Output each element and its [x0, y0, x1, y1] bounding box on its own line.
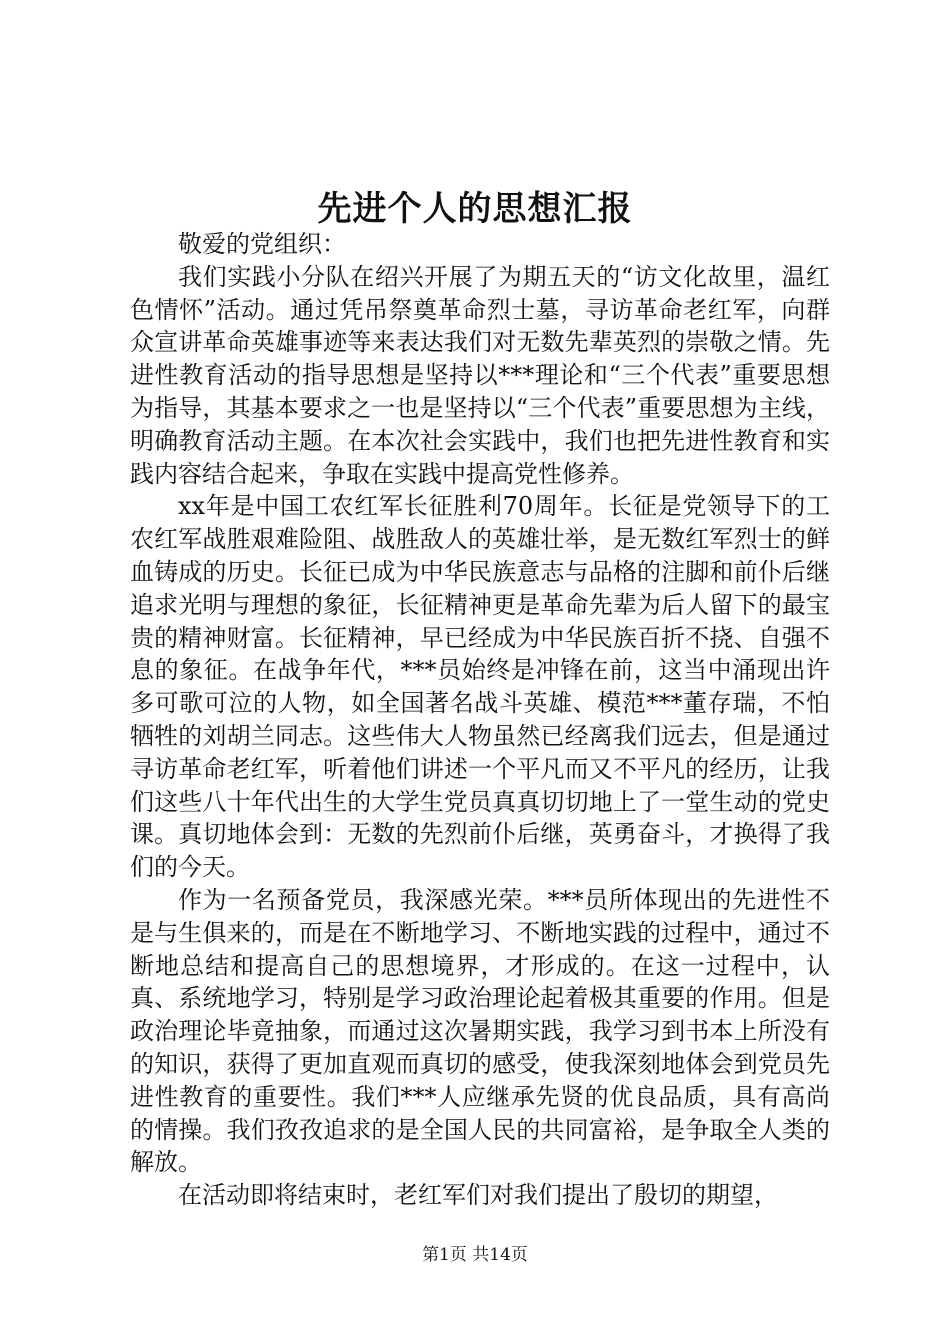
page-footer: 第1页 共14页: [422, 1245, 528, 1265]
document-body: [130, 228, 830, 1212]
document-title: 先进个人的思想汇报: [317, 189, 633, 229]
paragraph-3: 作为一名预备党员，我深感光荣。***员所体现出的先进性不是与生俱来的，而是在不断地学习、不断地实践的过程中，通过不断地总结和提高自己的思想境界，才形成的。在这一过程中，认真、系统地学习，特别是学习政治理论起着极其重要的作用。但是政治理论毕竟抽象，而通过这次暑期实践，我学习到书本上所没有的知识，获得了更加直观而真切的感受，使我深刻地体会到党员先进性教育的重要性。我们***人应继承先贤的优良品质，具有高尚的情操。我们孜孜追求的是全国人民的共同富裕，是争取全人类的解放。: [130, 885, 830, 1177]
salutation: 敬爱的党组织：: [178, 230, 346, 258]
paragraph-1: 我们实践小分队在绍兴开展了为期五天的“访文化故里，温红色情怀”活动。通过凭吊祭奠革命烈士墓，寻访革命老红军，向群众宣讲革命英雄事迹等来表达我们对无数先辈英烈的崇敬之情。先进性教育活动的指导思想是坚持以***理论和“三个代表”重要思想为指导，其基本要求之一也是坚持以“三个代表”重要思想为主线，明确教育活动主题。在本次社会实践中，我们也把先进性教育和实践内容结合起来，争取在实践中提高党性修养。: [130, 262, 830, 488]
paragraph-2: xx年是中国工农红军长征胜利70周年。长征是党领导下的工农红军战胜艰难险阻、战胜敌人的英雄壮举，是无数红军烈士的鲜血铸成的历史。长征已成为中华民族意志与品格的注脚和前仆后继追求光明与理想的象征，长征精神更是革命先辈为后人留下的最宝贵的精神财富。长征精神，早已经成为中华民族百折不挠、自强不息的象征。在战争年代，***员始终是冲锋在前，这当中涌现出许多可歌可泣的人物，如全国著名战斗英雄、模范***董存瑞，不怕牺牲的刘胡兰同志。这些伟大人物虽然已经离我们远去，但是通过寻访革命老红军，听着他们讲述一个平凡而又不平凡的经历，让我们这些八十年代出生的大学生党员真真切切地上了一堂生动的党史课。真切地体会到：无数的先烈前仆后继，英勇奋斗，才换得了我们的今天。: [130, 492, 830, 882]
paragraph-4: 在活动即将结束时，老红军们对我们提出了殷切的期望，: [178, 1181, 778, 1210]
